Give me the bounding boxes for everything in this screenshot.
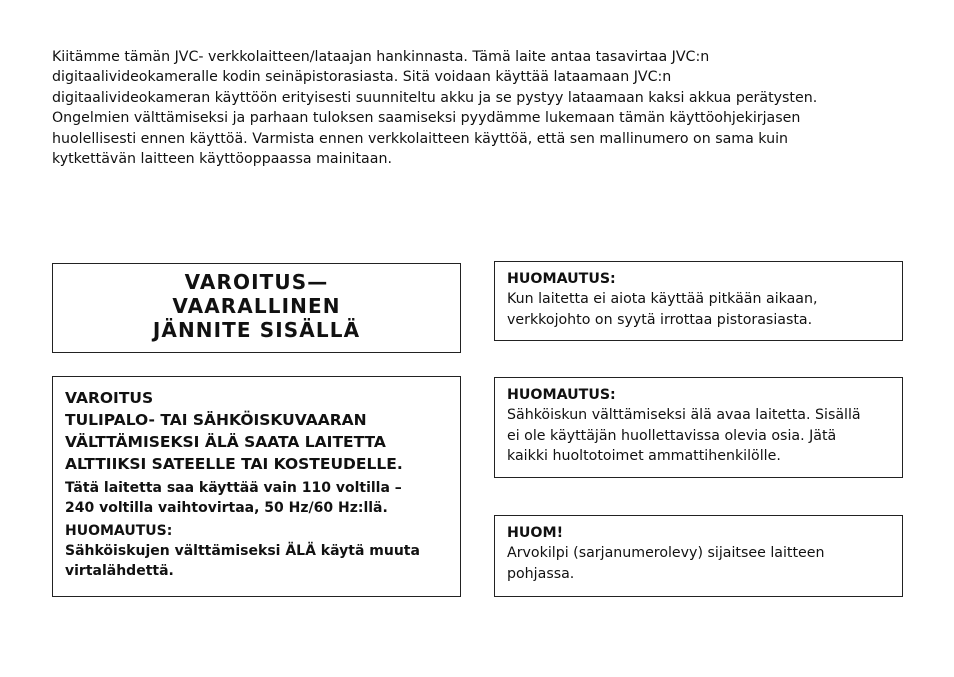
note-box-rating-plate bbox=[494, 515, 903, 597]
warning-note-label: HUOMAUTUS: bbox=[65, 523, 173, 539]
danger-line: VAROITUS— bbox=[184, 270, 329, 294]
danger-line: JÄNNITE SISÄLLÄ bbox=[152, 318, 361, 342]
danger-line: VAARALLINEN bbox=[172, 294, 341, 318]
warning-note-line: Sähköiskujen välttämiseksi ÄLÄ käytä muuta bbox=[65, 543, 420, 559]
note-line: ei ole käyttäjän huollettavissa olevia osia. Jätä bbox=[507, 427, 837, 444]
note-line: Kun laitetta ei aiota käyttää pitkään aikaan, bbox=[507, 291, 818, 307]
note-box-do-not-open bbox=[494, 377, 903, 478]
note-label: HUOMAUTUS: bbox=[507, 387, 616, 403]
note-box-unplug bbox=[494, 261, 903, 341]
note-text bbox=[507, 289, 890, 330]
fire-shock-warning-box bbox=[52, 376, 461, 597]
intro-line: Kiitämme tämän JVC- verkkolaitteen/lataajan hankinnasta. Tämä laite antaa tasavirtaa JVC:n bbox=[52, 49, 710, 65]
note-line: pohjassa. bbox=[507, 565, 575, 582]
intro-line: Ongelmien välttämiseksi ja parhaan tuloksen saamiseksi pyydämme lukemaan tämän käyttöohjekirjasen bbox=[52, 110, 801, 127]
intro-line: digitaalivideokameran käyttöön erityisesti suunniteltu akku ja se pystyy lataamaan kaksi akkua perätysten. bbox=[52, 89, 818, 106]
intro-line: kytkettävän laitteen käyttöoppaassa mainitaan. bbox=[52, 151, 392, 168]
note-line: verkkojohto on syytä irrottaa pistorasiasta. bbox=[507, 311, 813, 328]
intro-paragraph bbox=[52, 47, 902, 169]
note-text bbox=[507, 543, 890, 584]
warning-heading: VAROITUS bbox=[65, 389, 154, 407]
warning-note-line: virtalähdettä. bbox=[65, 563, 174, 579]
warning-line: VÄLTTÄMISEKSI ÄLÄ SAATA LAITETTA bbox=[65, 433, 386, 451]
voltage-line: 240 voltilla vaihtovirtaa, 50 Hz/60 Hz:llä. bbox=[65, 500, 388, 516]
intro-line: huolellisesti ennen käyttöä. Varmista ennen verkkolaitteen käyttöä, että sen mallinumero on sama kuin bbox=[52, 130, 789, 147]
note-line: Sähköiskun välttämiseksi älä avaa laitetta. Sisällä bbox=[507, 407, 861, 423]
note-text bbox=[507, 405, 890, 467]
voltage-line: Tätä laitetta saa käyttää vain 110 voltilla – bbox=[65, 480, 402, 496]
danger-voltage-box bbox=[52, 263, 461, 353]
note-label: HUOM! bbox=[507, 525, 564, 541]
note-line: kaikki huoltotoimet ammattihenkilölle. bbox=[507, 448, 781, 464]
note-label: HUOMAUTUS: bbox=[507, 271, 616, 287]
warning-line: ALTTIIKSI SATEELLE TAI KOSTEUDELLE. bbox=[65, 455, 403, 473]
note-line: Arvokilpi (sarjanumerolevy) sijaitsee laitteen bbox=[507, 545, 825, 561]
intro-line: digitaalivideokameralle kodin seinäpistorasiasta. Sitä voidaan käyttää lataamaan JVC:n bbox=[52, 69, 672, 86]
warning-line: TULIPALO- TAI SÄHKÖISKUVAARAN bbox=[65, 411, 367, 429]
